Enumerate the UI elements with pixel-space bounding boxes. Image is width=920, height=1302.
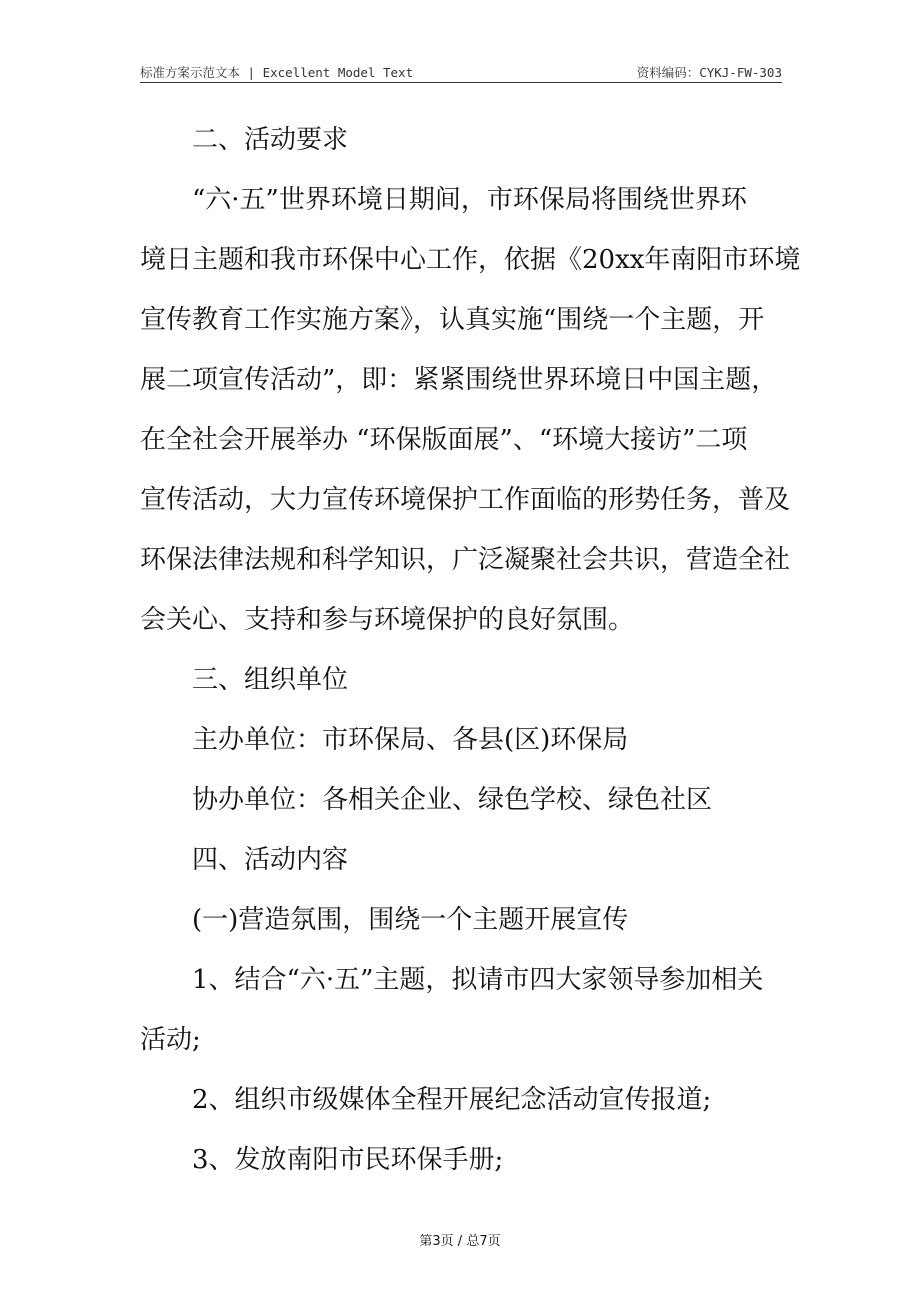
page-header — [140, 60, 782, 83]
paragraph-line: 主办单位：市环保局、各县(区)环保局 — [192, 725, 629, 755]
paragraph-line: 在全社会开展举办 “环保版面展”、“环境大接访”二项 — [140, 425, 748, 455]
paragraph-line: “六·五”世界环境日期间，市环保局将围绕世界环 — [192, 185, 747, 215]
subsection-heading: (一)营造氛围，围绕一个主题开展宣传 — [192, 905, 629, 935]
paragraph-line: 宣传教育工作实施方案》，认真实施“围绕一个主题，开 — [140, 305, 765, 335]
paragraph-line: 会关心、支持和参与环境保护的良好氛围。 — [140, 605, 635, 635]
section-heading: 二、活动要求 — [192, 125, 349, 155]
header-title: 标准方案示范文本 | Excellent Model Text — [140, 65, 414, 80]
list-item: 3、发放南阳市民环保手册; — [192, 1145, 504, 1175]
section-heading: 三、组织单位 — [192, 665, 349, 695]
paragraph-line: 宣传活动，大力宣传环境保护工作面临的形势任务，普及 — [140, 485, 791, 515]
list-item-continuation: 活动; — [140, 1025, 201, 1055]
page-number: 第3页 / 总7页 — [419, 1234, 501, 1249]
document-code: 资料编码：CYKJ-FW-303 — [636, 65, 782, 80]
list-item: 1、结合“六·五”主题，拟请市四大家领导参加相关 — [192, 965, 764, 995]
paragraph-line: 展二项宣传活动”，即：紧紧围绕世界环境日中国主题， — [140, 365, 778, 395]
document-body — [140, 110, 801, 1190]
paragraph-line: 境日主题和我市环保中心工作，依据《20xx年南阳市环境 — [140, 245, 801, 275]
section-heading: 四、活动内容 — [192, 845, 349, 875]
paragraph-line: 环保法律法规和科学知识，广泛凝聚社会共识，营造全社 — [140, 545, 791, 575]
list-item: 2、组织市级媒体全程开展纪念活动宣传报道; — [192, 1085, 712, 1115]
paragraph-line: 协办单位：各相关企业、绿色学校、绿色社区 — [192, 785, 713, 815]
